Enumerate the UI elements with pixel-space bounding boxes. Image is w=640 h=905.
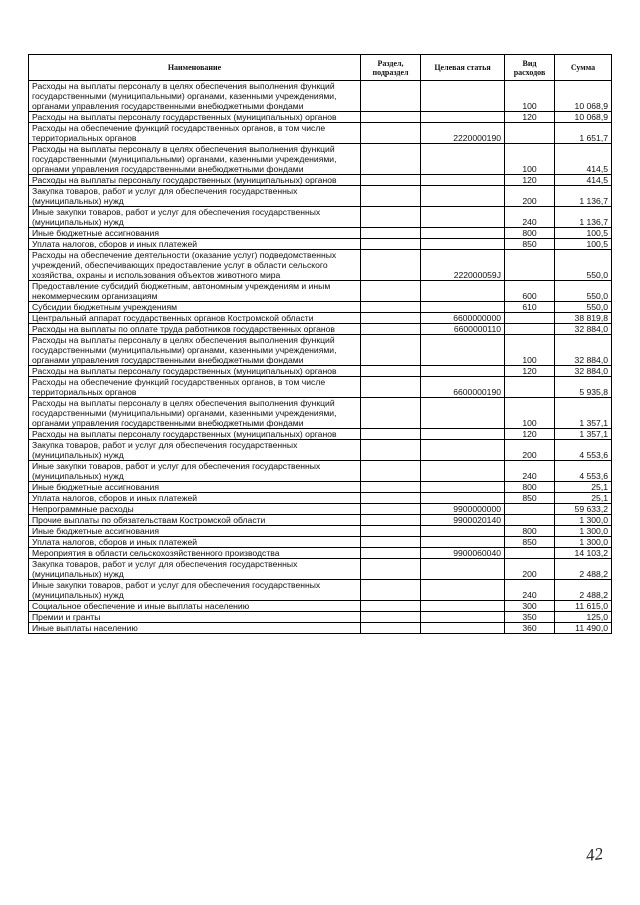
cell-target <box>421 482 505 493</box>
table-row <box>29 81 612 112</box>
cell-razdel <box>361 377 421 398</box>
cell-target <box>421 239 505 250</box>
cell-name: Расходы на обеспечение функций государственных органов, в том числе территориальных органов <box>29 123 361 144</box>
cell-vid: 120 <box>505 112 555 123</box>
cell-razdel <box>361 366 421 377</box>
cell-razdel <box>361 493 421 504</box>
cell-name: Прочие выплаты по обязательствам Костромской области <box>29 515 361 526</box>
cell-sum: 32 884,0 <box>555 324 612 335</box>
cell-name: Расходы на выплаты персоналу государственных (муниципальных) органов <box>29 175 361 186</box>
cell-name: Уплата налогов, сборов и иных платежей <box>29 537 361 548</box>
header-sum: Сумма <box>555 55 612 81</box>
cell-target <box>421 526 505 537</box>
cell-vid <box>505 515 555 526</box>
cell-razdel <box>361 144 421 175</box>
cell-vid: 120 <box>505 429 555 440</box>
header-vid: Вид расходов <box>505 55 555 81</box>
table-row <box>29 515 612 526</box>
cell-sum: 550,0 <box>555 302 612 313</box>
cell-vid: 850 <box>505 537 555 548</box>
cell-sum: 5 935,8 <box>555 377 612 398</box>
cell-name: Центральный аппарат государственных органов Костромской области <box>29 313 361 324</box>
cell-razdel <box>361 228 421 239</box>
cell-target <box>421 537 505 548</box>
cell-name: Закупка товаров, работ и услуг для обеспечения государственных (муниципальных) нужд <box>29 440 361 461</box>
table-row <box>29 335 612 366</box>
cell-vid <box>505 123 555 144</box>
cell-sum: 100,5 <box>555 239 612 250</box>
cell-sum: 125,0 <box>555 612 612 623</box>
table-row <box>29 612 612 623</box>
cell-target <box>421 144 505 175</box>
cell-target <box>421 112 505 123</box>
cell-name: Непрограммные расходы <box>29 504 361 515</box>
cell-razdel <box>361 281 421 302</box>
cell-razdel <box>361 548 421 559</box>
cell-vid: 350 <box>505 612 555 623</box>
cell-vid: 200 <box>505 559 555 580</box>
cell-sum: 1 136,7 <box>555 207 612 228</box>
cell-vid: 800 <box>505 482 555 493</box>
cell-sum: 550,0 <box>555 281 612 302</box>
cell-name: Иные бюджетные ассигнования <box>29 526 361 537</box>
cell-sum: 11 615,0 <box>555 601 612 612</box>
table-row <box>29 580 612 601</box>
cell-target: 6600000110 <box>421 324 505 335</box>
cell-razdel <box>361 250 421 281</box>
table-row <box>29 559 612 580</box>
cell-sum: 10 068,9 <box>555 112 612 123</box>
cell-target: 2220000190 <box>421 123 505 144</box>
cell-vid: 100 <box>505 398 555 429</box>
cell-razdel <box>361 623 421 634</box>
cell-vid: 200 <box>505 440 555 461</box>
cell-vid: 610 <box>505 302 555 313</box>
cell-name: Иные закупки товаров, работ и услуг для обеспечения государственных (муниципальных) нужд <box>29 207 361 228</box>
table-row <box>29 186 612 207</box>
cell-vid: 100 <box>505 81 555 112</box>
cell-vid: 200 <box>505 186 555 207</box>
table-row <box>29 366 612 377</box>
cell-sum: 2 488,2 <box>555 580 612 601</box>
cell-name: Иные выплаты населению <box>29 623 361 634</box>
table-body <box>29 81 612 634</box>
cell-name: Расходы на выплаты персоналу в целях обеспечения выполнения функций государственными (муниципальными) органами, казенными учреждениями, органами управления государственными внебюджетными фондами <box>29 398 361 429</box>
cell-target <box>421 461 505 482</box>
cell-sum: 11 490,0 <box>555 623 612 634</box>
cell-sum: 10 068,9 <box>555 81 612 112</box>
cell-target <box>421 440 505 461</box>
cell-name: Расходы на выплаты по оплате труда работников государственных органов <box>29 324 361 335</box>
table-row <box>29 239 612 250</box>
cell-razdel <box>361 123 421 144</box>
cell-razdel <box>361 207 421 228</box>
table-row <box>29 482 612 493</box>
cell-target <box>421 398 505 429</box>
cell-sum: 2 488,2 <box>555 559 612 580</box>
cell-target <box>421 580 505 601</box>
table-row <box>29 461 612 482</box>
cell-name: Расходы на обеспечение функций государственных органов, в том числе территориальных органов <box>29 377 361 398</box>
cell-vid: 600 <box>505 281 555 302</box>
cell-razdel <box>361 239 421 250</box>
cell-target <box>421 366 505 377</box>
cell-target <box>421 335 505 366</box>
cell-name: Иные бюджетные ассигнования <box>29 482 361 493</box>
table-row <box>29 250 612 281</box>
cell-sum: 550,0 <box>555 250 612 281</box>
header-name: Наименование <box>29 55 361 81</box>
table-header-row <box>29 55 612 81</box>
cell-target: 6600000000 <box>421 313 505 324</box>
cell-vid <box>505 250 555 281</box>
table-row <box>29 440 612 461</box>
cell-target: 9900000000 <box>421 504 505 515</box>
cell-target: 9900020140 <box>421 515 505 526</box>
cell-razdel <box>361 335 421 366</box>
cell-target: 222000059J <box>421 250 505 281</box>
cell-name: Расходы на выплаты персоналу государственных (муниципальных) органов <box>29 429 361 440</box>
cell-target <box>421 623 505 634</box>
table-row <box>29 228 612 239</box>
cell-razdel <box>361 81 421 112</box>
table-row <box>29 207 612 228</box>
cell-target: 9900060040 <box>421 548 505 559</box>
cell-vid: 850 <box>505 239 555 250</box>
cell-target <box>421 612 505 623</box>
table-row <box>29 123 612 144</box>
table-row <box>29 398 612 429</box>
cell-vid: 800 <box>505 228 555 239</box>
cell-name: Расходы на выплаты персоналу в целях обеспечения выполнения функций государственными (муниципальными) органами, казенными учреждениями, органами управления государственными внебюджетными фондами <box>29 335 361 366</box>
cell-razdel <box>361 429 421 440</box>
cell-vid: 300 <box>505 601 555 612</box>
cell-sum: 100,5 <box>555 228 612 239</box>
table-row <box>29 623 612 634</box>
cell-name: Расходы на выплаты персоналу государственных (муниципальных) органов <box>29 112 361 123</box>
cell-razdel <box>361 580 421 601</box>
cell-sum: 59 633,2 <box>555 504 612 515</box>
cell-vid <box>505 548 555 559</box>
cell-razdel <box>361 504 421 515</box>
table-row <box>29 493 612 504</box>
cell-sum: 1 651,7 <box>555 123 612 144</box>
cell-sum: 1 300,0 <box>555 526 612 537</box>
cell-sum: 4 553,6 <box>555 440 612 461</box>
cell-name: Премии и гранты <box>29 612 361 623</box>
cell-vid: 800 <box>505 526 555 537</box>
cell-razdel <box>361 461 421 482</box>
cell-name: Уплата налогов, сборов и иных платежей <box>29 493 361 504</box>
cell-razdel <box>361 482 421 493</box>
table-row <box>29 377 612 398</box>
cell-vid <box>505 504 555 515</box>
table-row <box>29 601 612 612</box>
table-row <box>29 504 612 515</box>
cell-target <box>421 429 505 440</box>
cell-razdel <box>361 175 421 186</box>
cell-vid: 240 <box>505 461 555 482</box>
cell-razdel <box>361 537 421 548</box>
table-row <box>29 281 612 302</box>
header-razdel: Раздел, подраздел <box>361 55 421 81</box>
cell-target <box>421 601 505 612</box>
cell-razdel <box>361 112 421 123</box>
header-target: Целевая статья <box>421 55 505 81</box>
cell-target <box>421 81 505 112</box>
cell-target <box>421 186 505 207</box>
cell-vid: 100 <box>505 335 555 366</box>
page-number: 42 <box>584 843 605 866</box>
cell-razdel <box>361 612 421 623</box>
cell-vid: 850 <box>505 493 555 504</box>
cell-target <box>421 493 505 504</box>
cell-vid: 240 <box>505 207 555 228</box>
cell-sum: 32 884,0 <box>555 335 612 366</box>
cell-vid <box>505 324 555 335</box>
cell-name: Мероприятия в области сельскохозяйственного производства <box>29 548 361 559</box>
budget-table <box>28 54 612 634</box>
cell-name: Предоставление субсидий бюджетным, автономным учреждениям и иным некоммерческим организациям <box>29 281 361 302</box>
cell-razdel <box>361 313 421 324</box>
cell-razdel <box>361 324 421 335</box>
cell-vid: 100 <box>505 144 555 175</box>
cell-name: Расходы на обеспечение деятельности (оказание услуг) подведомственных учреждений, обеспечивающих предоставление услуг в области сельского хозяйства, охраны и использования объектов животного мира <box>29 250 361 281</box>
cell-razdel <box>361 440 421 461</box>
cell-razdel <box>361 186 421 207</box>
table-row <box>29 526 612 537</box>
cell-target <box>421 228 505 239</box>
cell-name: Закупка товаров, работ и услуг для обеспечения государственных (муниципальных) нужд <box>29 186 361 207</box>
cell-name: Иные закупки товаров, работ и услуг для обеспечения государственных (муниципальных) нужд <box>29 461 361 482</box>
cell-sum: 414,5 <box>555 144 612 175</box>
cell-sum: 4 553,6 <box>555 461 612 482</box>
cell-name: Закупка товаров, работ и услуг для обеспечения государственных (муниципальных) нужд <box>29 559 361 580</box>
cell-razdel <box>361 515 421 526</box>
cell-name: Иные закупки товаров, работ и услуг для обеспечения государственных (муниципальных) нужд <box>29 580 361 601</box>
cell-target <box>421 559 505 580</box>
cell-vid: 120 <box>505 366 555 377</box>
cell-target <box>421 281 505 302</box>
cell-sum: 38 819,8 <box>555 313 612 324</box>
table-row <box>29 175 612 186</box>
cell-name: Расходы на выплаты персоналу в целях обеспечения выполнения функций государственными (муниципальными) органами, казенными учреждениями, органами управления государственными внебюджетными фондами <box>29 81 361 112</box>
cell-razdel <box>361 526 421 537</box>
cell-name: Субсидии бюджетным учреждениям <box>29 302 361 313</box>
cell-sum: 1 357,1 <box>555 429 612 440</box>
cell-target <box>421 207 505 228</box>
cell-vid: 360 <box>505 623 555 634</box>
table-row <box>29 548 612 559</box>
cell-sum: 1 136,7 <box>555 186 612 207</box>
cell-sum: 1 300,0 <box>555 537 612 548</box>
cell-name: Расходы на выплаты персоналу в целях обеспечения выполнения функций государственными (муниципальными) органами, казенными учреждениями, органами управления государственными внебюджетными фондами <box>29 144 361 175</box>
table-row <box>29 324 612 335</box>
cell-target <box>421 175 505 186</box>
table-row <box>29 144 612 175</box>
cell-name: Расходы на выплаты персоналу государственных (муниципальных) органов <box>29 366 361 377</box>
cell-name: Социальное обеспечение и иные выплаты населению <box>29 601 361 612</box>
cell-name: Уплата налогов, сборов и иных платежей <box>29 239 361 250</box>
cell-razdel <box>361 302 421 313</box>
cell-vid: 240 <box>505 580 555 601</box>
cell-vid: 120 <box>505 175 555 186</box>
cell-sum: 25,1 <box>555 493 612 504</box>
table-row <box>29 313 612 324</box>
cell-sum: 25,1 <box>555 482 612 493</box>
cell-razdel <box>361 559 421 580</box>
cell-razdel <box>361 601 421 612</box>
cell-sum: 1 357,1 <box>555 398 612 429</box>
cell-sum: 14 103,2 <box>555 548 612 559</box>
table-row <box>29 537 612 548</box>
cell-target: 6600000190 <box>421 377 505 398</box>
cell-name: Иные бюджетные ассигнования <box>29 228 361 239</box>
cell-vid <box>505 377 555 398</box>
cell-vid <box>505 313 555 324</box>
cell-razdel <box>361 398 421 429</box>
cell-sum: 32 884,0 <box>555 366 612 377</box>
table-row <box>29 302 612 313</box>
cell-sum: 414,5 <box>555 175 612 186</box>
table-row <box>29 112 612 123</box>
cell-sum: 1 300,0 <box>555 515 612 526</box>
cell-target <box>421 302 505 313</box>
table-row <box>29 429 612 440</box>
